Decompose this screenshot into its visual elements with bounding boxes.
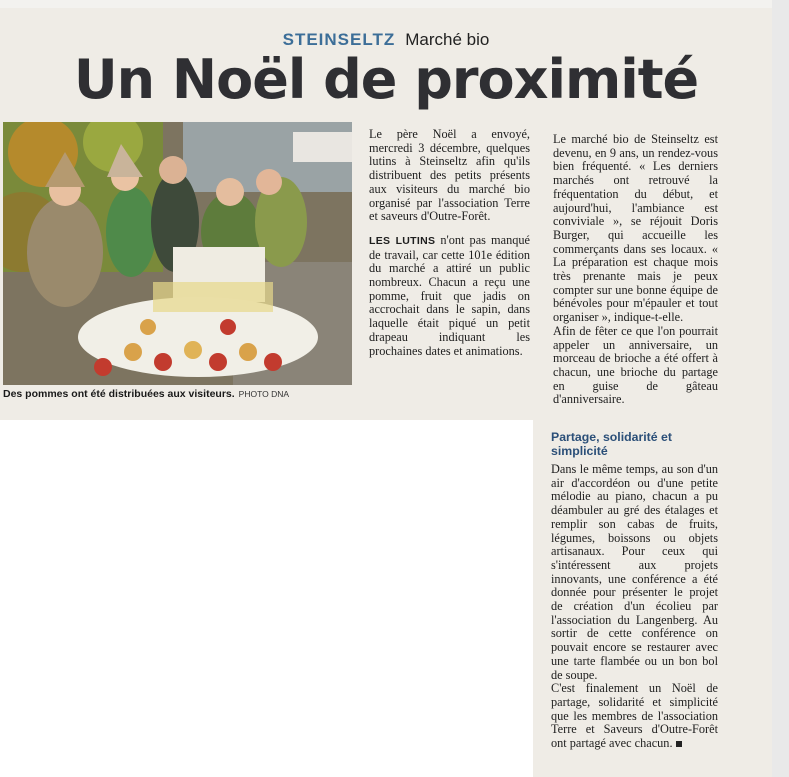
article-photo — [3, 122, 352, 385]
scan-top-edge — [0, 0, 789, 8]
body-paragraph-3: Afin de fêter ce que l'on pourrait appeler un anniversaire, un morceau de brioche a été offert à chacun, une brioche du partage en guise de gâteau d'anniversaire. — [553, 323, 718, 407]
article-headline: Un Noël de proximité — [73, 48, 699, 111]
body-paragraph-4: Dans le même temps, au son d'un air d'accordéon ou d'une petite mélodie au piano, chacun a pu déambuler au gré des étalages et remplir son cabas de fruits, légumes, boissons ou objets artisanaux. Pour ceux qui s'intéressent aux projets innovants, une conférence a été donnée pour présenter le projet de création d'un écolieu par l'association du Langenberg. Au sortir de cette conférence on pouvait encore se restaurer avec une tarte flambée ou un bon bol de soupe. — [551, 462, 718, 682]
body-paragraph-1 — [369, 234, 530, 358]
location-label: STEINSELTZ — [282, 30, 396, 49]
column-1 — [369, 128, 530, 358]
photo-caption — [3, 388, 358, 400]
newspaper-clipping — [0, 8, 772, 420]
article-kicker — [0, 30, 772, 50]
scan-right-edge — [772, 0, 789, 777]
photo-credit: PHOTO DNA — [238, 389, 290, 399]
photo-illustration — [3, 122, 352, 385]
lead-in: LES LUTINS — [369, 234, 436, 247]
closing-text: C'est finalement un Noël de partage, solidarité et simplicité que les membres de l'association Terre et Saveurs d'Outre-Forêt ont partagé avec chacun. — [551, 681, 718, 751]
body-paragraph-5 — [551, 682, 718, 751]
column-2 — [553, 133, 718, 407]
body-paragraph-2: Le marché bio de Steinseltz est devenu, en 9 ans, un rendez-vous bien fréquenté. « Les derniers marchés ont retrouvé la fréquentation du début, et aujourd'hui, l'ambiance est conviviale », se réjouit Doris Burger, qui accueille les commerçants dans ses locaux. « La préparation est chaque mois très prenante mais je peux compter sur une bonne équipe de bénévoles pour m'épauler et tout organiser », indique-t-elle. — [553, 132, 718, 325]
article-subhead: Partage, solidarité et simplicité — [551, 430, 672, 458]
column-3 — [551, 463, 718, 751]
end-mark — [676, 741, 682, 747]
caption-text: Des pommes ont été distribuées aux visiteurs. — [3, 388, 235, 400]
section-label: Marché bio — [405, 30, 490, 49]
body-paragraph-1-text: n'ont pas manqué de travail, car cette 101e édition du marché a attiré un public nombreux. Chacun a reçu une pomme, fruit que jadis on accrochait dans le sapin, dans laquelle était piqué un petit drapeau indiquant les prochaines dates et animations. — [369, 232, 530, 358]
intro-paragraph: Le père Noël a envoyé, mercredi 3 décembre, quelques lutins à Steinseltz afin qu'ils distribuent des petits présents aux visiteurs du marché bio organisé par l'association Terre et saveurs d'Outre-Forêt. — [369, 127, 530, 224]
